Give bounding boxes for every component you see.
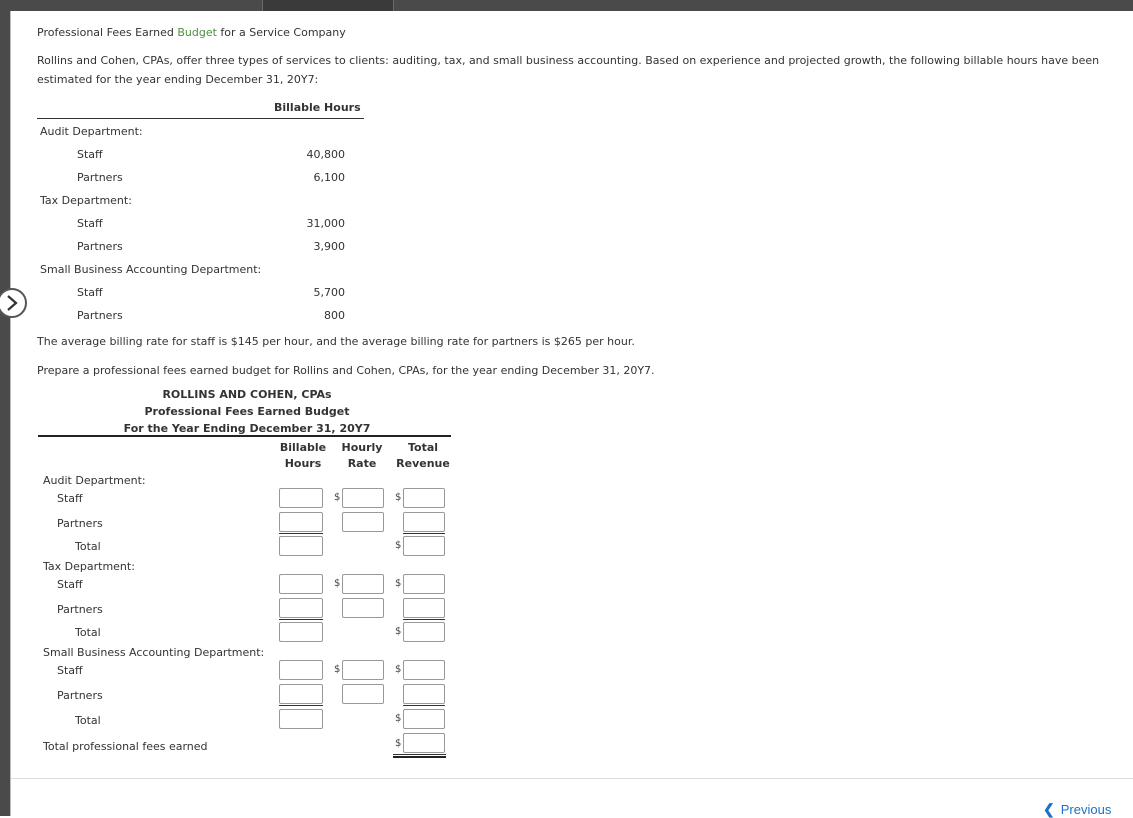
audit-total-currency: $ xyxy=(395,540,402,551)
tax-partners-total-input[interactable] xyxy=(403,598,445,618)
budget-link[interactable]: Budget xyxy=(177,26,217,39)
tax-hours-underline xyxy=(279,619,323,620)
hours-sb-partners-label: Partners xyxy=(77,309,123,322)
grand-total-currency: $ xyxy=(395,738,402,749)
audit-staff-label: Staff xyxy=(57,492,83,505)
tax-staff-total-currency: $ xyxy=(395,578,402,589)
hours-tax-staff-label: Staff xyxy=(77,217,103,230)
hours-audit-staff-value: 40,800 xyxy=(306,148,345,161)
hours-dept-audit: Audit Department: xyxy=(40,125,143,138)
hours-sb-partners-value: 800 xyxy=(324,309,345,322)
sb-total-currency: $ xyxy=(395,713,402,724)
audit-partners-label: Partners xyxy=(57,517,103,530)
tax-total-label: Total xyxy=(75,626,101,639)
tax-total-hours-input[interactable] xyxy=(279,622,323,642)
hours-audit-partners-value: 6,100 xyxy=(313,171,345,184)
tax-total-underline xyxy=(403,619,445,620)
audit-hours-underline xyxy=(279,533,323,534)
audit-total-hours-input[interactable] xyxy=(279,536,323,556)
rate-text: The average billing rate for staff is $145 per hour, and the average billing rate for partners is $265 per hour. xyxy=(37,335,635,348)
sb-staff-total-input[interactable] xyxy=(403,660,445,680)
budget-dept-tax: Tax Department: xyxy=(43,560,135,573)
hours-dept-small-business: Small Business Accounting Department: xyxy=(40,263,262,276)
col-rate-line2: Rate xyxy=(347,457,377,470)
previous-button[interactable] xyxy=(1043,801,1111,818)
sb-staff-hours-input[interactable] xyxy=(279,660,323,680)
sb-total-revenue-input[interactable] xyxy=(403,709,445,729)
expand-panel-button[interactable] xyxy=(0,288,27,318)
page-title: Professional Fees Earned Budget for a Service Company xyxy=(37,26,346,39)
hours-sb-staff-label: Staff xyxy=(77,286,103,299)
hours-column-header: Billable Hours xyxy=(274,101,361,114)
previous-label: Previous xyxy=(1060,802,1112,817)
hours-dept-tax: Tax Department: xyxy=(40,194,132,207)
tax-partners-hours-input[interactable] xyxy=(279,598,323,618)
grand-total-double-rule-bottom xyxy=(393,756,446,758)
tax-total-currency: $ xyxy=(395,626,402,637)
hours-audit-partners-label: Partners xyxy=(77,171,123,184)
audit-partners-rate-input[interactable] xyxy=(342,512,384,532)
intro-line-1: Rollins and Cohen, CPAs, offer three types of services to clients: auditing, tax, and small business accounting. Based on experience and projected growth, the following billable hours have been xyxy=(37,54,1100,67)
hours-sb-staff-value: 5,700 xyxy=(313,286,345,299)
tax-partners-rate-input[interactable] xyxy=(342,598,384,618)
sb-hours-underline xyxy=(279,705,323,706)
tax-partners-label: Partners xyxy=(57,603,103,616)
audit-staff-rate-input[interactable] xyxy=(342,488,384,508)
grand-total-label: Total professional fees earned xyxy=(43,740,208,753)
col-hours-line2: Hours xyxy=(284,457,322,470)
tax-staff-label: Staff xyxy=(57,578,83,591)
hours-tax-staff-value: 31,000 xyxy=(306,217,345,230)
tax-staff-rate-input[interactable] xyxy=(342,574,384,594)
budget-title: Professional Fees Earned Budget xyxy=(144,405,350,418)
instruction-text: Prepare a professional fees earned budget for Rollins and Cohen, CPAs, for the year ending December 31, 20Y7. xyxy=(37,364,655,377)
audit-staff-total-input[interactable] xyxy=(403,488,445,508)
sb-staff-total-currency: $ xyxy=(395,664,402,675)
tax-staff-rate-currency: $ xyxy=(334,578,341,589)
audit-total-revenue-input[interactable] xyxy=(403,536,445,556)
budget-heading-rule xyxy=(38,435,451,437)
tax-staff-total-input[interactable] xyxy=(403,574,445,594)
top-bar xyxy=(0,0,1133,11)
audit-staff-hours-input[interactable] xyxy=(279,488,323,508)
budget-period: For the Year Ending December 31, 20Y7 xyxy=(123,422,371,435)
audit-total-label: Total xyxy=(75,540,101,553)
col-hours-line1: Billable xyxy=(279,441,327,454)
left-bar xyxy=(0,11,10,816)
audit-staff-rate-currency: $ xyxy=(334,492,341,503)
hours-header-rule xyxy=(37,118,364,119)
grand-total-double-rule-top xyxy=(393,754,446,755)
col-total-line2: Revenue xyxy=(396,457,450,470)
sb-total-label: Total xyxy=(75,714,101,727)
col-rate-line1: Hourly xyxy=(341,441,383,454)
hours-tax-partners-value: 3,900 xyxy=(313,240,345,253)
audit-partners-total-input[interactable] xyxy=(403,512,445,532)
audit-partners-hours-input[interactable] xyxy=(279,512,323,532)
budget-dept-audit: Audit Department: xyxy=(43,474,146,487)
tax-staff-hours-input[interactable] xyxy=(279,574,323,594)
col-total-line1: Total xyxy=(407,441,439,454)
top-bar-tab[interactable] xyxy=(262,0,394,11)
chevron-right-icon xyxy=(0,290,25,316)
hours-audit-staff-label: Staff xyxy=(77,148,103,161)
hours-tax-partners-label: Partners xyxy=(77,240,123,253)
audit-staff-total-currency: $ xyxy=(395,492,402,503)
left-bar-border xyxy=(10,11,11,816)
sb-total-hours-input[interactable] xyxy=(279,709,323,729)
budget-dept-small-business: Small Business Accounting Department: xyxy=(43,646,265,659)
audit-total-underline xyxy=(403,533,445,534)
sb-partners-label: Partners xyxy=(57,689,103,702)
sb-staff-label: Staff xyxy=(57,664,83,677)
grand-total-input[interactable] xyxy=(403,733,445,753)
sb-partners-rate-input[interactable] xyxy=(342,684,384,704)
tax-total-revenue-input[interactable] xyxy=(403,622,445,642)
intro-line-2: estimated for the year ending December 31, 20Y7: xyxy=(37,73,319,86)
sb-total-underline xyxy=(403,705,445,706)
sb-partners-total-input[interactable] xyxy=(403,684,445,704)
footer-panel xyxy=(11,779,1133,816)
sb-staff-rate-currency: $ xyxy=(334,664,341,675)
sb-partners-hours-input[interactable] xyxy=(279,684,323,704)
sb-staff-rate-input[interactable] xyxy=(342,660,384,680)
chevron-left-icon: ❮ xyxy=(1043,801,1055,817)
budget-company: ROLLINS AND COHEN, CPAs xyxy=(162,388,332,401)
